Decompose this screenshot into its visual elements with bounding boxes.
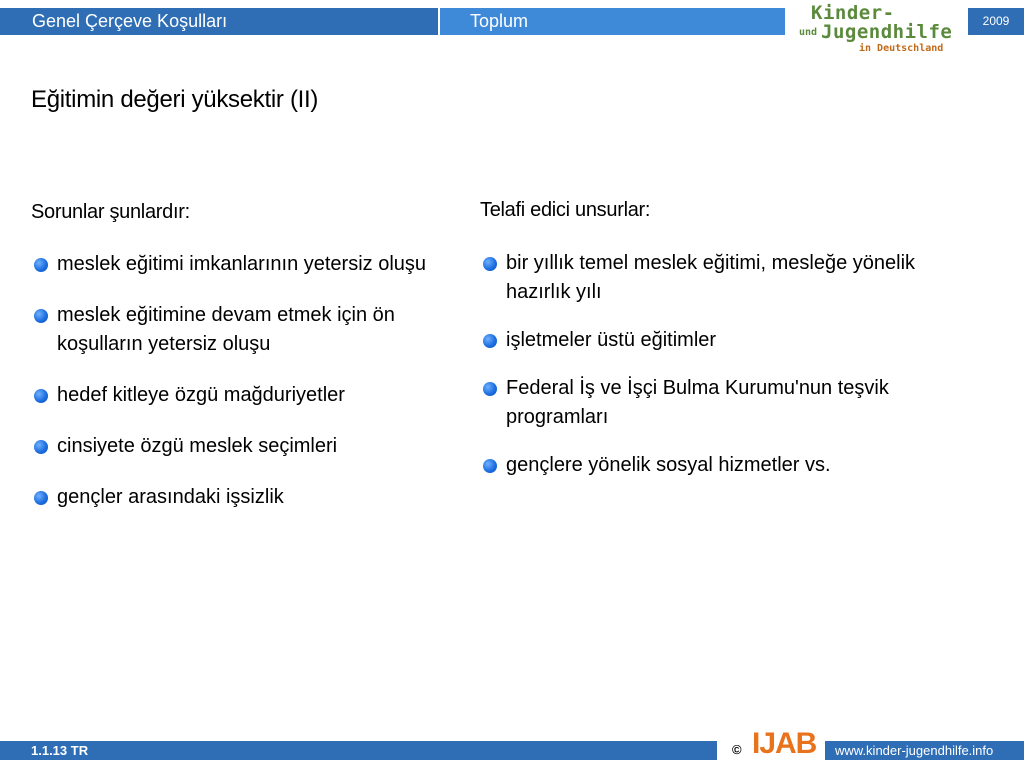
problems-list: [31, 250, 431, 534]
bullet-icon: [483, 382, 497, 396]
header-section-mid: Toplum: [440, 8, 785, 35]
compensating-item-text: bir yıllık temel meslek eğitimi, mesleğe yönelik hazırlık yılı: [506, 252, 916, 303]
bullet-icon: [34, 258, 48, 272]
right-column-heading: Telafi edici unsurlar:: [480, 199, 651, 221]
bullet-icon: [483, 459, 497, 473]
compensating-item: [480, 249, 960, 307]
bullet-icon: [34, 389, 48, 403]
slide-title: Eğitimin değeri yüksektir (II): [31, 86, 319, 113]
copyright-symbol: ©: [732, 742, 742, 757]
problem-item: [31, 483, 431, 512]
bullet-icon: [34, 309, 48, 323]
compensating-item-text: Federal İş ve İşçi Bulma Kurumu'nun teşvik programları: [506, 377, 889, 428]
bullet-icon: [483, 334, 497, 348]
problem-item-text: cinsiyete özgü meslek seçimleri: [57, 435, 338, 457]
compensating-item: [480, 451, 960, 480]
problem-item-text: hedef kitleye özgü mağduriyetler: [57, 384, 345, 406]
logo-connector: und: [799, 27, 818, 38]
problem-item-text: meslek eğitimine devam etmek için ön koşulların yetersiz oluşu: [57, 304, 395, 355]
year-badge: 2009: [968, 8, 1024, 35]
problem-item: [31, 381, 431, 410]
header-section-left: Genel Çerçeve Koşulları: [0, 8, 438, 35]
footer-website-link[interactable]: www.kinder-jugendhilfe.info: [825, 741, 1024, 760]
problem-item: [31, 432, 431, 461]
logo-line2: Jugendhilfe: [821, 21, 953, 43]
compensating-item-text: işletmeler üstü eğitimler: [506, 329, 717, 351]
compensating-item: [480, 326, 960, 355]
footer-slide-code: 1.1.13 TR: [0, 741, 717, 760]
problem-item-text: gençler arasındaki işsizlik: [57, 486, 284, 508]
problem-item: [31, 250, 431, 279]
compensating-item-text: gençlere yönelik sosyal hizmetler vs.: [506, 454, 831, 476]
problem-item-text: meslek eğitimi imkanlarının yetersiz oluşu: [57, 253, 427, 275]
logo-line3: in Deutschland: [859, 43, 944, 54]
logo-line1: Kinder-: [811, 2, 895, 24]
compensating-item: [480, 374, 960, 432]
bullet-icon: [34, 491, 48, 505]
bullet-icon: [483, 257, 497, 271]
compensating-factors-list: [480, 249, 960, 499]
kinder-jugendhilfe-logo: [797, 2, 962, 54]
left-column-heading: Sorunlar şunlardır:: [31, 201, 190, 223]
ijab-logo: IJAB: [752, 727, 817, 760]
problem-item: [31, 301, 431, 359]
bullet-icon: [34, 440, 48, 454]
